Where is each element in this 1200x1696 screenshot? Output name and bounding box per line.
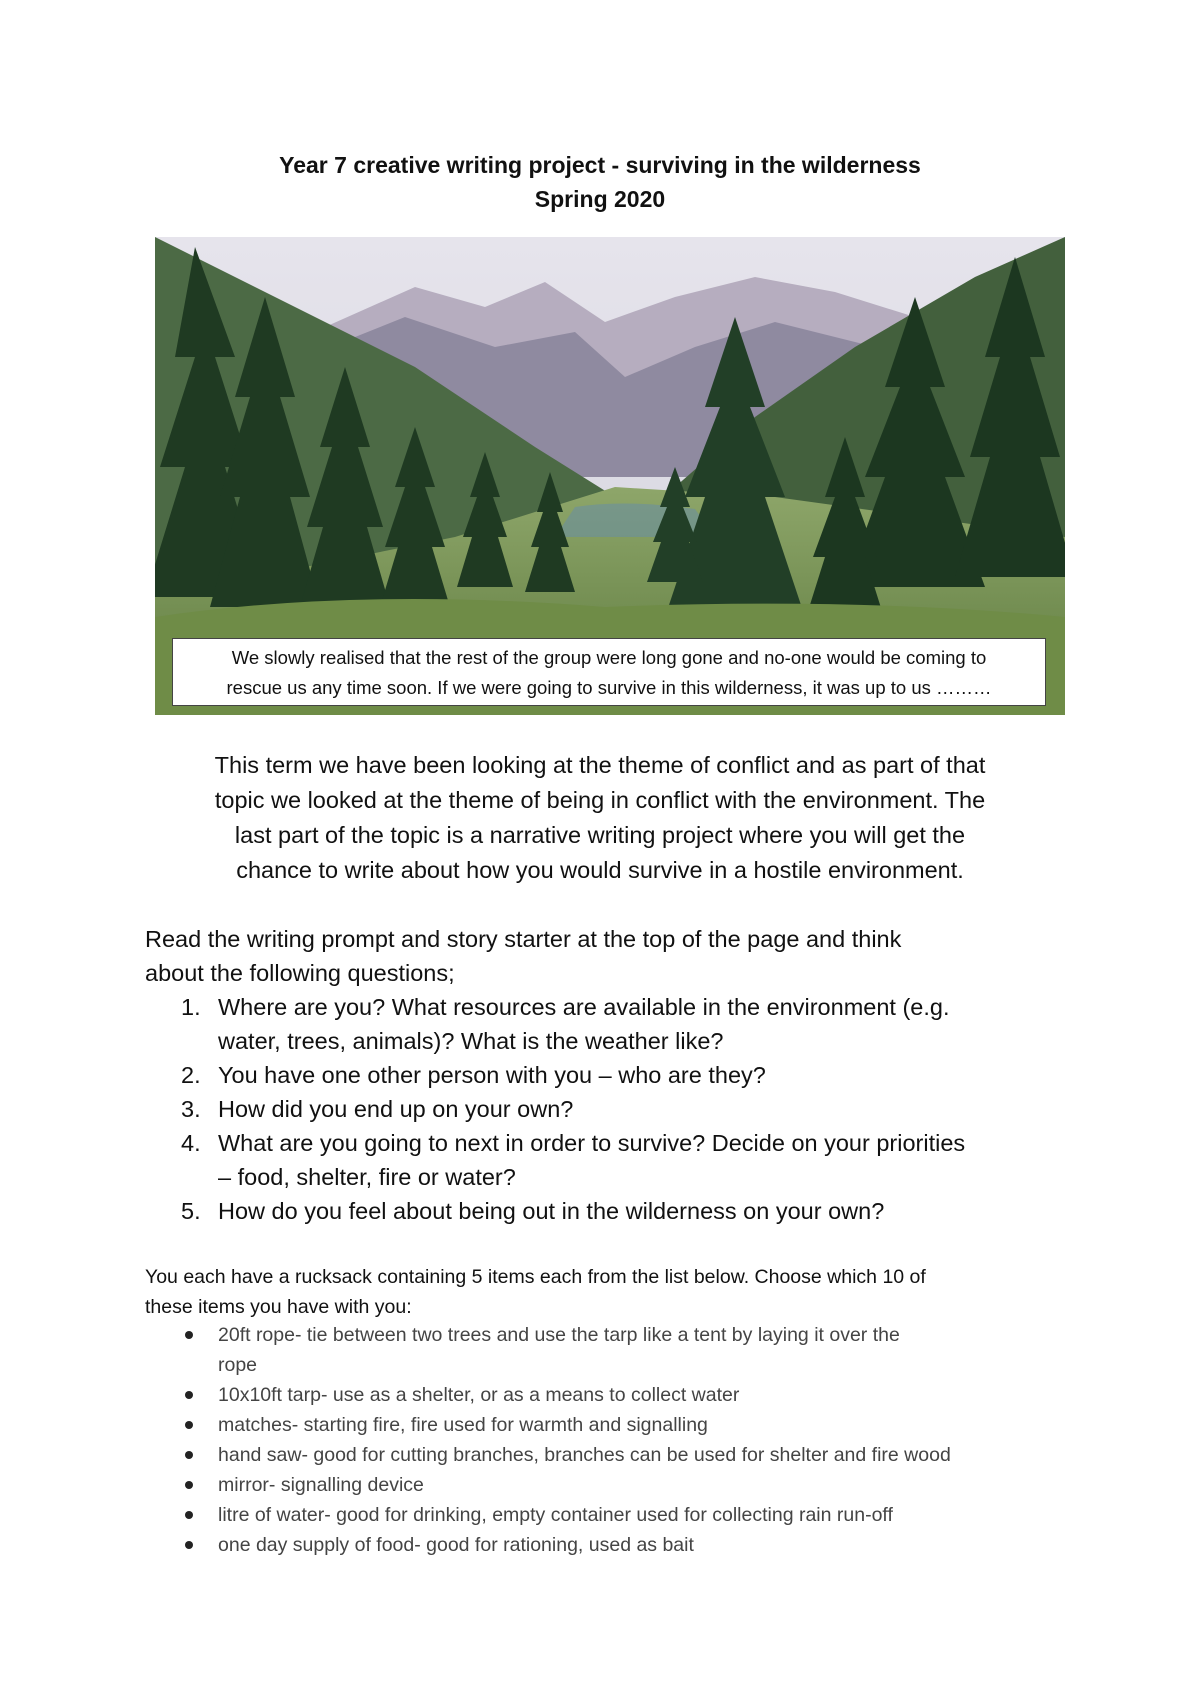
- item-text: one day supply of food- good for rationing, used as bait: [218, 1534, 694, 1556]
- question-text: How did you end up on your own?: [218, 1096, 574, 1122]
- item-text: matches- starting fire, fire used for warmth and signalling: [218, 1414, 708, 1436]
- item-text: hand saw- good for cutting branches, branches can be used for shelter and fire wood: [218, 1444, 951, 1466]
- intro-line: last part of the topic is a narrative writing project where you will get the: [234, 822, 966, 848]
- intro-paragraph: [150, 748, 1050, 888]
- bullet-icon: [185, 1481, 193, 1489]
- prompt-line: Read the writing prompt and story starter at the top of the page and think: [145, 926, 902, 952]
- question-number: 1.: [181, 994, 201, 1020]
- item-text: 20ft rope- tie between two trees and use the tarp like a tent by laying it over the: [218, 1324, 900, 1346]
- document-title: Year 7 creative writing project - surviving in the wilderness: [279, 152, 921, 178]
- rucksack-line: these items you have with you:: [145, 1296, 412, 1318]
- question-text: You have one other person with you – who are they?: [218, 1062, 766, 1088]
- prompt-paragraph: [145, 922, 1065, 990]
- item-text: mirror- signalling device: [218, 1474, 424, 1496]
- question-item: [145, 1092, 1065, 1126]
- list-item: [145, 1320, 1065, 1380]
- question-item: [145, 1058, 1065, 1092]
- question-number: 3.: [181, 1096, 201, 1122]
- bullet-icon: [185, 1511, 193, 1519]
- wilderness-photo: [155, 237, 1065, 715]
- question-item: [145, 1194, 1065, 1228]
- intro-line: This term we have been looking at the theme of conflict and as part of that: [214, 752, 986, 778]
- question-item: [145, 1126, 1065, 1194]
- intro-line: chance to write about how you would survive in a hostile environment.: [236, 857, 964, 883]
- caption-line: We slowly realised that the rest of the group were long gone and no-one would be coming to: [231, 647, 987, 668]
- question-number: 5.: [181, 1198, 201, 1224]
- question-text: What are you going to next in order to survive? Decide on your priorities: [218, 1130, 966, 1156]
- list-item: [145, 1410, 1065, 1440]
- prompt-line: about the following questions;: [145, 960, 455, 986]
- question-text: – food, shelter, fire or water?: [218, 1164, 516, 1190]
- question-item: [145, 990, 1065, 1058]
- list-item: [145, 1470, 1065, 1500]
- rucksack-line: You each have a rucksack containing 5 items each from the list below. Choose which 10 of: [145, 1266, 926, 1288]
- intro-line: topic we looked at the theme of being in conflict with the environment. The: [214, 787, 986, 813]
- bullet-icon: [185, 1391, 193, 1399]
- bullet-icon: [185, 1451, 193, 1459]
- item-text: litre of water- good for drinking, empty container used for collecting rain run-off: [218, 1504, 893, 1526]
- question-text: Where are you? What resources are available in the environment (e.g.: [218, 994, 950, 1020]
- item-text: 10x10ft tarp- use as a shelter, or as a means to collect water: [218, 1384, 740, 1406]
- list-item: [145, 1500, 1065, 1530]
- question-text: How do you feel about being out in the wilderness on your own?: [218, 1198, 885, 1224]
- question-number: 2.: [181, 1062, 201, 1088]
- bullet-icon: [185, 1331, 193, 1339]
- bullet-icon: [185, 1541, 193, 1549]
- list-item: [145, 1440, 1065, 1470]
- item-text: rope: [218, 1354, 258, 1376]
- document-subtitle: Spring 2020: [534, 186, 666, 212]
- story-starter-caption: [172, 638, 1046, 706]
- rucksack-instructions: [145, 1262, 1065, 1322]
- items-list: [145, 1320, 1065, 1560]
- question-text: water, trees, animals)? What is the weather like?: [218, 1028, 724, 1054]
- questions-list: [145, 990, 1065, 1228]
- bullet-icon: [185, 1421, 193, 1429]
- question-number: 4.: [181, 1130, 201, 1156]
- list-item: [145, 1530, 1065, 1560]
- caption-line: rescue us any time soon. If we were going to survive in this wilderness, it was up to us ………: [226, 677, 992, 698]
- list-item: [145, 1380, 1065, 1410]
